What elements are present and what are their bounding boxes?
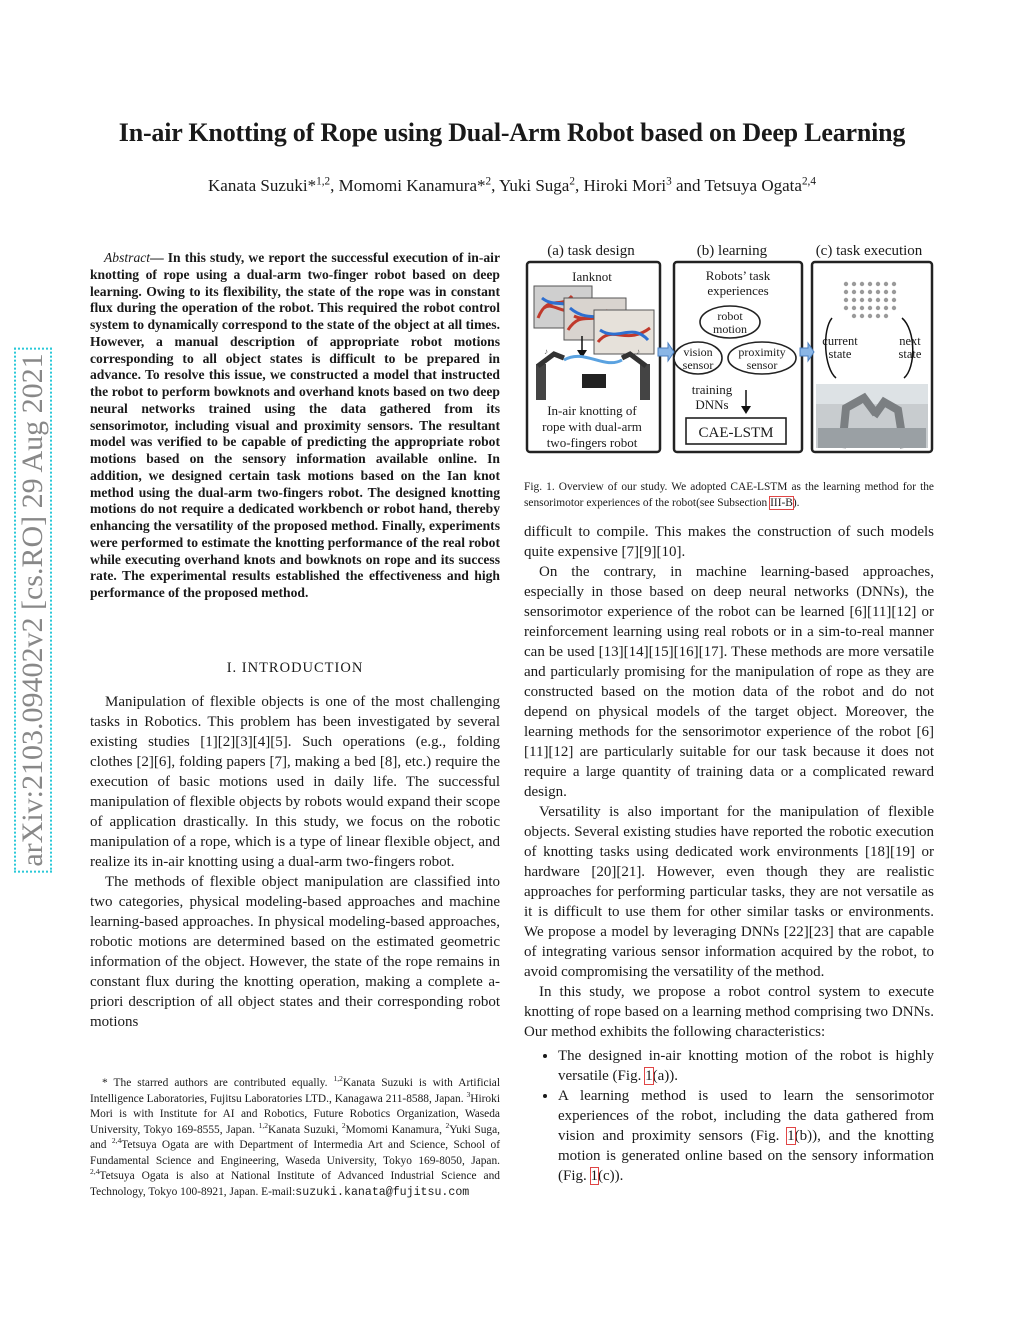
section-heading-introduction: I. INTRODUCTION — [226, 660, 364, 676]
link-fig-1[interactable]: 1 — [645, 1068, 653, 1084]
fig-header-task-execution: (c) task execution — [815, 243, 923, 259]
figure-1 — [524, 238, 936, 460]
paper-title: In-air Knotting of Rope using Dual-Arm Robot based on Deep Learning — [118, 118, 906, 147]
arxiv-id[interactable]: arXiv:2103.09402v2 [cs.RO] 29 Aug 2021 — [16, 349, 50, 870]
robot-photo — [816, 384, 928, 448]
characteristics-list — [524, 1046, 934, 1186]
dual-arm-robot-illustration — [536, 347, 650, 400]
paragraph-ml-approaches: On the contrary, in machine learning-based approaches, especially in those based on deep neural networks (DNNs), the sensorimotor experience of the robot can be learned [6][11][12] or reinforcement learning using real robots or in a sim-to-real manner can be used [13][14][15][16][17]. These methods are more versatile and particularly promising for the manipulation of rope as they are constructed based on the motion data of the robot and do not depend on physical models of the target object. Moreover, the learning methods for the sensorimotor experience of the robot [6][11][12] are particularly suitable for our task because it does not require a large quantity of training data or a complicated reward design. — [524, 564, 934, 800]
neural-network-icon — [844, 282, 896, 318]
svg-text:experiences: experiences — [707, 283, 769, 298]
link-subsection-iii-b[interactable]: III-B — [770, 496, 793, 509]
abstract-label: Abstract — [104, 250, 151, 265]
abstract: Abstract— In this study, we report the successful execution of in-air knotting of rope using a dual-arm two-finger robot based on deep learning. Owing to its flexibility, the state of the rope was in constant flux during the operation of the robot. This required the robot control system to dynamically correspond to the state of the object at all times. However, a manual description of appropriate robot motions corresponding to all object states is difficult to be prepared in advance. To resolve this issue, we constructed a model that instructed the robot to perform bowknots and overhand knots based on two deep neural networks trained using the data gathered from its sensorimotor, including visual and proximity sensors. The resultant model was verified to be capable of predicting the appropriate robot motions based on the sensory information available online. In addition, we designed certain task motions based on the Ian knot method using the dual-arm two-fingers robot. The designed knotting motions do not require a dedicated workbench or robot hand, thereby enhancing the versatility of the proposed method. Finally, experiments were performed to estimate the knotting performance of the real robot while executing overhand knots and bowknots on rope and its success rate. The experimental results established the effectiveness and high performance of the proposed method. — [90, 250, 500, 600]
footnote: * The starred authors are contributed equally. $^{1,2}$Kanata Suzuki is with Artificial Intelligence Laboratories, Fujitsu Laboratories LTD., Kanagawa 211-8588, Japan. $^3$Hiroki Mori is with Institute for AI and Robotics, Future Robotics Organization, Waseda University, Tokyo 169-8555, Japan. $^{1,2}$Kanata Suzuki, $^2$Momomi Kanamura, $^2$Yuki Suga, and $^{2,4}$Tetsuya Ogata are with Department of Intermedia Art and Science, School of Fundamental Science and Engineering, Waseda University, Tokyo 169-8050, Japan. $^{2,4}$Tetsuya Ogata is also at National Institute of Advanced Industrial Science and Technology, Tokyo 100-8921, Japan. E-mail:suzuki.kanata@fujitsu.com — [90, 1074, 500, 1199]
author-suzuki: Kanata Suzuki* — [208, 176, 317, 195]
intro-paragraph-2: The methods of flexible object manipulation are classified into two categories, physical modeling-based approaches and machine learning-based approaches. In physical modeling-based approaches, robotic motions are determined based on the estimated geometric information of the object. However, the state of the rope remains in constant flux during the knotting operation, making a complete a-priori description of all object states and their corresponding robot motions — [90, 874, 500, 1030]
svg-text:proximity: proximity — [738, 345, 786, 359]
label-training-dnns: training — [691, 382, 733, 397]
author-list: Kanata Suzuki*$^{1,2}$, Momomi Kanamura*$^2$, Yuki Suga$^2$, Hiroki Mori$^3$ and Tetsuya Ogata$^{2,4}$ — [208, 175, 816, 195]
paragraph-versatility: Versatility is also important for the manipulation of flexible objects. Several existing studies have reported the robotic execution of knotting tasks using dedicated work environments [18][19] or hardware [20][21]. However, even though they are realistic approaches for performing particular tasks, they are not versatile as it is difficult to use them for other similar tasks or environments. We propose a model by leveraging DNNs [22][23] that are capable of integrating various sensor information acquired by the robot, to avoid compromising the versatility of the method. — [524, 804, 934, 980]
paragraph-continued: difficult to compile. This makes the construction of such models quite expensive [7][9][10]. — [524, 524, 934, 560]
author-kanamura: , Momomi Kanamura* — [330, 176, 486, 195]
paragraph-this-study: In this study, we propose a robot control system to execute knotting of rope based on a learning method comprising two DNNs. Our method exhibits the following characteristics: — [524, 984, 934, 1040]
arxiv-stamp[interactable] — [8, 310, 58, 910]
author-ogata: and Tetsuya Ogata — [671, 176, 802, 195]
caption-in-air-knotting: In-air knotting of — [547, 403, 637, 418]
svg-text:motion: motion — [712, 322, 748, 336]
label-current-state: current — [822, 334, 858, 348]
label-ianknot: Ianknot — [572, 269, 612, 284]
svg-text:♪: ♪ — [544, 347, 548, 356]
ianknot-photos — [534, 286, 654, 354]
list-item: • The designed in-air knotting motion of the robot is highly versatile (Fig. 1(a)). — [558, 1046, 934, 1086]
fig-header-learning: (b) learning — [696, 243, 768, 259]
svg-text:rope with dual-arm: rope with dual-arm — [542, 419, 642, 434]
abstract-text: In this study, we report the successful execution of in-air knotting of rope using a dual-arm two-finger robot based on deep learning. Owing to its flexibility, the state of the rope was in constant flux during the operation of the robot. This required the robot control system to dynamically correspond to the state of the object at all times. However, a manual description of appropriate robot motions corresponding to all object states is difficult to be prepared in advance. To resolve this issue, we constructed a model that instructed the robot to perform bowknots and overhand knots based on two deep neural networks trained using the data gathered from its sensorimotor, including visual and proximity sensors. The resultant model was verified to be capable of predicting the appropriate robot motions based on the sensory information available online. In addition, we designed certain task motions based on the Ian knot method using the dual-arm two-fingers robot. The designed knotting motions do not require a dedicated workbench or robot hand, thereby enhancing the versatility of the proposed method. Finally, experiments were performed to estimate the knotting performance of the real robot while executing overhand knots and bowknots on rope and its success rate. The experimental results established the effectiveness and high performance of the proposed method. — [90, 250, 500, 600]
svg-text:two-fingers robot: two-fingers robot — [546, 435, 638, 450]
author-suga: , Yuki Suga — [491, 176, 570, 195]
right-column-body — [524, 522, 934, 1186]
svg-text:robot: robot — [717, 309, 743, 323]
email-link[interactable]: suzuki.kanata@fujitsu.com — [295, 1185, 470, 1199]
label-robots-task-experiences: Robots’ task — [705, 268, 771, 283]
label-next-state: next — [899, 334, 921, 348]
intro-body — [90, 692, 500, 1032]
figure-caption: Fig. 1. Overview of our study. We adopted CAE-LSTM as the learning method for the sensorimotor experiences of the robot(see Subsection III-B). — [524, 481, 934, 509]
fig-header-task-design: (a) task design — [547, 243, 635, 259]
svg-text:vision: vision — [683, 345, 713, 359]
link-fig-1[interactable]: 1 — [590, 1168, 599, 1184]
svg-text:DNNs: DNNs — [695, 397, 729, 412]
svg-text:state: state — [828, 347, 852, 361]
svg-text:CAE-LSTM: CAE-LSTM — [698, 425, 774, 441]
list-item: • A learning method is used to learn the sensorimotor experiences of the robot, including the data gathered from vision and proximity sensors (Fig. 1(b)), and the knotting motion is generated online based on the sensory information (Fig. 1(c)). — [558, 1086, 934, 1186]
author-mori: , Hiroki Mori — [574, 176, 667, 195]
link-fig-1[interactable]: 1 — [787, 1128, 795, 1144]
intro-paragraph-1: Manipulation of flexible objects is one of the most challenging tasks in Robotics. This problem has been investigated by several existing studies [1][2][3][4][5]. Such operations (e.g., folding clothes [2][6], folding papers [7], making a bed [8], etc.) require the execution of basic motions used in daily life. The successful manipulation of flexible objects by robots would expand their scope of application drastically. In this study, we focus on the robotic manipulation of a rope, which is a type of linear flexible object, and realize its in-air knotting using a dual-arm two-fingers robot. — [90, 694, 500, 870]
svg-text:♪: ♪ — [636, 347, 640, 356]
svg-text:state: state — [898, 347, 922, 361]
svg-text:sensor: sensor — [682, 358, 714, 372]
svg-text:sensor: sensor — [746, 358, 778, 372]
